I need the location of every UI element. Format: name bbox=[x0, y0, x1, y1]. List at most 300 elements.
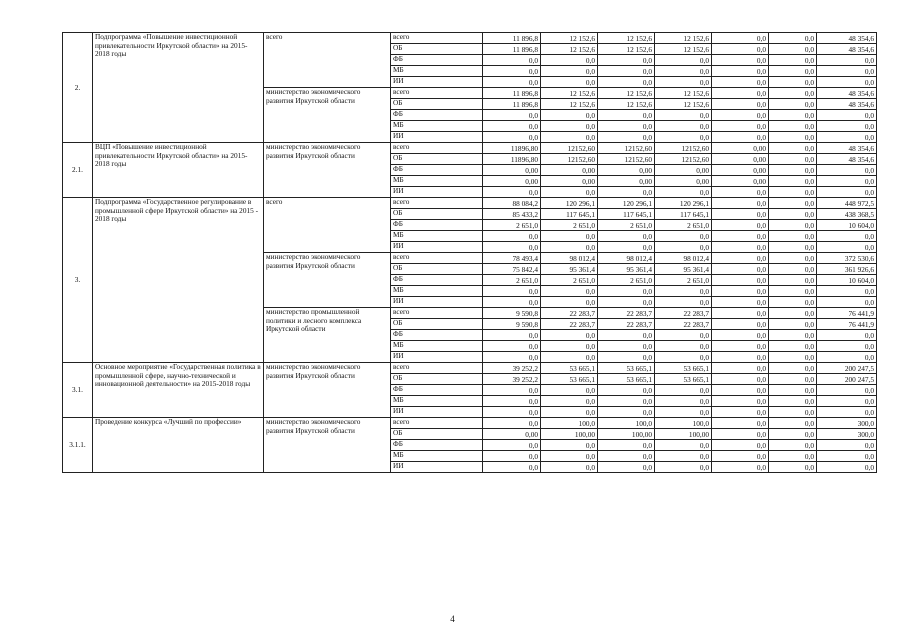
source: всего bbox=[391, 88, 483, 99]
value-2017: 0,0 bbox=[598, 231, 655, 242]
value-2020: 0,0 bbox=[769, 33, 817, 44]
value-2018: 12 152,6 bbox=[655, 88, 712, 99]
value-2019: 0,0 bbox=[712, 308, 769, 319]
value-2015: 11 896,8 bbox=[483, 33, 541, 44]
value-2017: 0,0 bbox=[598, 352, 655, 363]
value-2016: 53 665,1 bbox=[541, 363, 598, 374]
value-total: 0,0 bbox=[817, 242, 877, 253]
program-name: Подпрограмма «Государственное регулирование в промышленной сфере Иркутской области» на 2015 - 2018 годы bbox=[93, 198, 264, 363]
value-2019: 0,0 bbox=[712, 418, 769, 429]
value-2018: 0,0 bbox=[655, 451, 712, 462]
value-2015: 0,0 bbox=[483, 231, 541, 242]
source: ФБ bbox=[391, 330, 483, 341]
page-number: 4 bbox=[450, 614, 455, 624]
value-2017: 0,0 bbox=[598, 286, 655, 297]
value-2017: 0,0 bbox=[598, 242, 655, 253]
value-2015: 0,0 bbox=[483, 462, 541, 473]
value-2019: 0,0 bbox=[712, 110, 769, 121]
source: всего bbox=[391, 363, 483, 374]
value-2015: 0,0 bbox=[483, 77, 541, 88]
value-2015: 0,0 bbox=[483, 341, 541, 352]
value-2018: 0,0 bbox=[655, 187, 712, 198]
value-2016: 12 152,6 bbox=[541, 33, 598, 44]
value-2017: 53 665,1 bbox=[598, 374, 655, 385]
value-2018: 0,0 bbox=[655, 341, 712, 352]
value-2019: 0,0 bbox=[712, 451, 769, 462]
value-2015: 0,0 bbox=[483, 396, 541, 407]
value-2016: 117 645,1 bbox=[541, 209, 598, 220]
value-2020: 0,0 bbox=[769, 319, 817, 330]
value-2018: 0,0 bbox=[655, 385, 712, 396]
value-2019: 0,00 bbox=[712, 143, 769, 154]
source: МБ bbox=[391, 341, 483, 352]
value-2016: 0,0 bbox=[541, 341, 598, 352]
value-2017: 0,0 bbox=[598, 77, 655, 88]
value-2018: 95 361,4 bbox=[655, 264, 712, 275]
value-2016: 0,0 bbox=[541, 132, 598, 143]
value-2016: 0,0 bbox=[541, 231, 598, 242]
table-row bbox=[63, 33, 877, 44]
value-total: 0,0 bbox=[817, 407, 877, 418]
value-2019: 0,0 bbox=[712, 198, 769, 209]
value-2017: 95 361,4 bbox=[598, 264, 655, 275]
value-total: 48 354,6 bbox=[817, 44, 877, 55]
value-2018: 0,0 bbox=[655, 77, 712, 88]
table-row bbox=[63, 363, 877, 374]
table-row bbox=[63, 418, 877, 429]
source: ОБ bbox=[391, 154, 483, 165]
source: ОБ bbox=[391, 374, 483, 385]
value-2018: 0,00 bbox=[655, 165, 712, 176]
value-2020: 0,0 bbox=[769, 286, 817, 297]
value-2020: 0,0 bbox=[769, 374, 817, 385]
value-2019: 0,0 bbox=[712, 319, 769, 330]
value-2016: 0,0 bbox=[541, 77, 598, 88]
value-total: 0,0 bbox=[817, 55, 877, 66]
value-2015: 75 842,4 bbox=[483, 264, 541, 275]
value-2018: 0,0 bbox=[655, 352, 712, 363]
value-2019: 0,0 bbox=[712, 264, 769, 275]
value-2020: 0,0 bbox=[769, 143, 817, 154]
value-2017: 0,0 bbox=[598, 341, 655, 352]
value-2015: 0,0 bbox=[483, 242, 541, 253]
value-2016: 0,0 bbox=[541, 110, 598, 121]
source: ФБ bbox=[391, 55, 483, 66]
value-2019: 0,0 bbox=[712, 253, 769, 264]
value-total: 0,0 bbox=[817, 187, 877, 198]
row-number: 3.1. bbox=[63, 363, 93, 418]
value-2016: 0,0 bbox=[541, 462, 598, 473]
value-total: 0,0 bbox=[817, 165, 877, 176]
source: всего bbox=[391, 308, 483, 319]
value-2016: 12 152,6 bbox=[541, 44, 598, 55]
value-2020: 0,0 bbox=[769, 66, 817, 77]
source: МБ bbox=[391, 451, 483, 462]
value-total: 0,0 bbox=[817, 462, 877, 473]
value-total: 448 972,5 bbox=[817, 198, 877, 209]
value-2015: 0,0 bbox=[483, 330, 541, 341]
value-2017: 22 283,7 bbox=[598, 319, 655, 330]
value-2020: 0,0 bbox=[769, 154, 817, 165]
value-2019: 0,00 bbox=[712, 165, 769, 176]
value-2020: 0,0 bbox=[769, 88, 817, 99]
value-2019: 0,00 bbox=[712, 176, 769, 187]
value-total: 361 926,6 bbox=[817, 264, 877, 275]
value-2020: 0,0 bbox=[769, 352, 817, 363]
value-2018: 100,0 bbox=[655, 418, 712, 429]
value-2015: 39 252,2 bbox=[483, 363, 541, 374]
value-2015: 11 896,8 bbox=[483, 44, 541, 55]
value-2017: 0,0 bbox=[598, 462, 655, 473]
executor: министерство экономического развития Иркутской области bbox=[264, 143, 391, 198]
value-2020: 0,0 bbox=[769, 198, 817, 209]
value-2019: 0,0 bbox=[712, 209, 769, 220]
value-2016: 0,0 bbox=[541, 286, 598, 297]
value-2015: 0,0 bbox=[483, 187, 541, 198]
value-2019: 0,0 bbox=[712, 231, 769, 242]
value-2017: 100,0 bbox=[598, 418, 655, 429]
value-total: 0,0 bbox=[817, 66, 877, 77]
value-2018: 22 283,7 bbox=[655, 319, 712, 330]
value-2015: 9 590,8 bbox=[483, 319, 541, 330]
value-2020: 0,0 bbox=[769, 429, 817, 440]
value-2020: 0,0 bbox=[769, 363, 817, 374]
value-total: 0,0 bbox=[817, 77, 877, 88]
value-2020: 0,0 bbox=[769, 132, 817, 143]
value-total: 0,0 bbox=[817, 451, 877, 462]
value-2016: 0,0 bbox=[541, 187, 598, 198]
value-2018: 0,0 bbox=[655, 440, 712, 451]
value-2018: 100,00 bbox=[655, 429, 712, 440]
value-total: 0,0 bbox=[817, 297, 877, 308]
source: ФБ bbox=[391, 440, 483, 451]
value-2015: 0,0 bbox=[483, 407, 541, 418]
value-2017: 0,0 bbox=[598, 66, 655, 77]
value-2019: 0,0 bbox=[712, 374, 769, 385]
source: ОБ bbox=[391, 264, 483, 275]
source: ИИ bbox=[391, 132, 483, 143]
value-2017: 12 152,6 bbox=[598, 99, 655, 110]
value-2019: 0,0 bbox=[712, 121, 769, 132]
value-2018: 0,0 bbox=[655, 121, 712, 132]
value-total: 0,0 bbox=[817, 231, 877, 242]
value-2015: 0,00 bbox=[483, 429, 541, 440]
source: ФБ bbox=[391, 275, 483, 286]
value-2020: 0,0 bbox=[769, 308, 817, 319]
value-2016: 0,00 bbox=[541, 176, 598, 187]
source: МБ bbox=[391, 286, 483, 297]
value-2018: 2 651,0 bbox=[655, 275, 712, 286]
program-name: Основное мероприятие «Государственная политика в промышленной сфере, научно-технической и инновационной деятельности» на 2015-2018 годы bbox=[93, 363, 264, 418]
value-2019: 0,0 bbox=[712, 341, 769, 352]
value-2018: 0,0 bbox=[655, 231, 712, 242]
source: всего bbox=[391, 143, 483, 154]
source: МБ bbox=[391, 231, 483, 242]
value-2019: 0,0 bbox=[712, 44, 769, 55]
source: МБ bbox=[391, 176, 483, 187]
value-2016: 12 152,6 bbox=[541, 99, 598, 110]
value-2020: 0,0 bbox=[769, 165, 817, 176]
value-total: 0,0 bbox=[817, 385, 877, 396]
value-2015: 0,0 bbox=[483, 385, 541, 396]
value-2015: 0,0 bbox=[483, 418, 541, 429]
value-2019: 0,0 bbox=[712, 297, 769, 308]
value-2018: 12 152,6 bbox=[655, 99, 712, 110]
value-2015: 11896,80 bbox=[483, 143, 541, 154]
value-total: 0,0 bbox=[817, 440, 877, 451]
row-number: 2.1. bbox=[63, 143, 93, 198]
value-2018: 0,0 bbox=[655, 66, 712, 77]
value-2019: 0,00 bbox=[712, 154, 769, 165]
value-2016: 0,0 bbox=[541, 55, 598, 66]
executor: министерство экономического развития Иркутской области bbox=[264, 418, 391, 473]
value-2016: 0,0 bbox=[541, 352, 598, 363]
value-2018: 0,00 bbox=[655, 176, 712, 187]
row-number: 3. bbox=[63, 198, 93, 363]
value-2020: 0,0 bbox=[769, 176, 817, 187]
value-2018: 0,0 bbox=[655, 396, 712, 407]
executor: министерство экономического развития Иркутской области bbox=[264, 88, 391, 143]
value-2015: 0,0 bbox=[483, 66, 541, 77]
value-total: 48 354,6 bbox=[817, 33, 877, 44]
value-2016: 0,0 bbox=[541, 385, 598, 396]
value-2018: 0,0 bbox=[655, 462, 712, 473]
value-2017: 0,0 bbox=[598, 396, 655, 407]
value-2016: 2 651,0 bbox=[541, 275, 598, 286]
source: ИИ bbox=[391, 297, 483, 308]
value-2017: 98 012,4 bbox=[598, 253, 655, 264]
budget-table bbox=[62, 32, 877, 473]
value-2015: 0,0 bbox=[483, 110, 541, 121]
source: всего bbox=[391, 418, 483, 429]
value-2020: 0,0 bbox=[769, 99, 817, 110]
value-2015: 39 252,2 bbox=[483, 374, 541, 385]
source: ИИ bbox=[391, 187, 483, 198]
value-2018: 120 296,1 bbox=[655, 198, 712, 209]
source: МБ bbox=[391, 396, 483, 407]
value-2016: 0,0 bbox=[541, 451, 598, 462]
value-2016: 53 665,1 bbox=[541, 374, 598, 385]
value-2020: 0,0 bbox=[769, 187, 817, 198]
value-2015: 0,0 bbox=[483, 352, 541, 363]
value-2015: 0,00 bbox=[483, 165, 541, 176]
table-row bbox=[63, 198, 877, 209]
source: ОБ bbox=[391, 44, 483, 55]
value-2017: 0,00 bbox=[598, 176, 655, 187]
table-row bbox=[63, 143, 877, 154]
executor: всего bbox=[264, 33, 391, 88]
value-2016: 0,0 bbox=[541, 440, 598, 451]
value-2020: 0,0 bbox=[769, 264, 817, 275]
value-total: 0,0 bbox=[817, 330, 877, 341]
value-total: 0,0 bbox=[817, 176, 877, 187]
value-2017: 12 152,6 bbox=[598, 88, 655, 99]
value-2016: 98 012,4 bbox=[541, 253, 598, 264]
source: ОБ bbox=[391, 209, 483, 220]
value-2017: 12 152,6 bbox=[598, 44, 655, 55]
value-2017: 0,0 bbox=[598, 330, 655, 341]
value-total: 200 247,5 bbox=[817, 363, 877, 374]
value-2017: 12152,60 bbox=[598, 143, 655, 154]
value-2019: 0,0 bbox=[712, 220, 769, 231]
value-2019: 0,0 bbox=[712, 385, 769, 396]
value-total: 48 354,6 bbox=[817, 88, 877, 99]
value-total: 0,0 bbox=[817, 132, 877, 143]
value-2016: 12 152,6 bbox=[541, 88, 598, 99]
value-2019: 0,0 bbox=[712, 462, 769, 473]
program-name: Проведение конкурса «Лучший по профессии» bbox=[93, 418, 264, 473]
source: ФБ bbox=[391, 385, 483, 396]
value-total: 48 354,6 bbox=[817, 143, 877, 154]
value-2017: 12152,60 bbox=[598, 154, 655, 165]
value-2015: 85 433,2 bbox=[483, 209, 541, 220]
value-2020: 0,0 bbox=[769, 121, 817, 132]
source: всего bbox=[391, 33, 483, 44]
value-2019: 0,0 bbox=[712, 33, 769, 44]
value-total: 300,0 bbox=[817, 429, 877, 440]
value-2015: 11896,80 bbox=[483, 154, 541, 165]
source: ОБ bbox=[391, 319, 483, 330]
value-2015: 11 896,8 bbox=[483, 99, 541, 110]
value-2015: 0,00 bbox=[483, 176, 541, 187]
program-name: Подпрограмма «Повышение инвестиционной привлекательности Иркутской области» на 2015-2018 годы bbox=[93, 33, 264, 143]
value-2016: 22 283,7 bbox=[541, 319, 598, 330]
value-2015: 11 896,8 bbox=[483, 88, 541, 99]
executor: всего bbox=[264, 198, 391, 253]
source: МБ bbox=[391, 66, 483, 77]
value-2020: 0,0 bbox=[769, 396, 817, 407]
value-2017: 0,0 bbox=[598, 385, 655, 396]
value-2017: 0,0 bbox=[598, 407, 655, 418]
source: ОБ bbox=[391, 429, 483, 440]
value-total: 300,0 bbox=[817, 418, 877, 429]
value-2019: 0,0 bbox=[712, 77, 769, 88]
value-total: 0,0 bbox=[817, 286, 877, 297]
value-2018: 12 152,6 bbox=[655, 33, 712, 44]
source: ФБ bbox=[391, 110, 483, 121]
value-2016: 2 651,0 bbox=[541, 220, 598, 231]
source: всего bbox=[391, 253, 483, 264]
value-2016: 0,0 bbox=[541, 66, 598, 77]
value-2017: 120 296,1 bbox=[598, 198, 655, 209]
value-2017: 0,0 bbox=[598, 440, 655, 451]
value-2018: 0,0 bbox=[655, 55, 712, 66]
executor: министерство экономического развития Иркутской области bbox=[264, 363, 391, 418]
value-2019: 0,0 bbox=[712, 396, 769, 407]
value-2017: 0,0 bbox=[598, 187, 655, 198]
value-2017: 0,0 bbox=[598, 297, 655, 308]
value-total: 438 368,5 bbox=[817, 209, 877, 220]
value-2017: 0,0 bbox=[598, 55, 655, 66]
value-2017: 117 645,1 bbox=[598, 209, 655, 220]
value-total: 0,0 bbox=[817, 352, 877, 363]
value-2018: 117 645,1 bbox=[655, 209, 712, 220]
value-2019: 0,0 bbox=[712, 275, 769, 286]
value-2018: 12152,60 bbox=[655, 154, 712, 165]
value-total: 48 354,6 bbox=[817, 99, 877, 110]
value-2015: 88 084,2 bbox=[483, 198, 541, 209]
source: ОБ bbox=[391, 99, 483, 110]
source: ИИ bbox=[391, 77, 483, 88]
value-2017: 0,0 bbox=[598, 451, 655, 462]
value-2018: 12152,60 bbox=[655, 143, 712, 154]
value-2018: 0,0 bbox=[655, 132, 712, 143]
value-2020: 0,0 bbox=[769, 110, 817, 121]
value-2018: 22 283,7 bbox=[655, 308, 712, 319]
value-2015: 2 651,0 bbox=[483, 220, 541, 231]
value-2019: 0,0 bbox=[712, 363, 769, 374]
value-2017: 2 651,0 bbox=[598, 220, 655, 231]
value-total: 10 604,0 bbox=[817, 220, 877, 231]
value-2016: 12152,60 bbox=[541, 154, 598, 165]
value-2020: 0,0 bbox=[769, 231, 817, 242]
value-2015: 0,0 bbox=[483, 121, 541, 132]
value-2019: 0,0 bbox=[712, 99, 769, 110]
value-2019: 0,0 bbox=[712, 407, 769, 418]
value-2018: 0,0 bbox=[655, 286, 712, 297]
value-2015: 0,0 bbox=[483, 132, 541, 143]
value-2020: 0,0 bbox=[769, 297, 817, 308]
value-2015: 0,0 bbox=[483, 55, 541, 66]
value-2019: 0,0 bbox=[712, 330, 769, 341]
value-2019: 0,0 bbox=[712, 286, 769, 297]
value-2018: 0,0 bbox=[655, 407, 712, 418]
value-2019: 0,0 bbox=[712, 55, 769, 66]
value-2020: 0,0 bbox=[769, 330, 817, 341]
value-2016: 12152,60 bbox=[541, 143, 598, 154]
value-2016: 100,00 bbox=[541, 429, 598, 440]
executor: министерство промышленной политики и лесного комплекса Иркутской области bbox=[264, 308, 391, 363]
source: ИИ bbox=[391, 352, 483, 363]
value-2017: 2 651,0 bbox=[598, 275, 655, 286]
value-total: 372 530,6 bbox=[817, 253, 877, 264]
value-total: 0,0 bbox=[817, 110, 877, 121]
value-2017: 0,0 bbox=[598, 110, 655, 121]
value-2019: 0,0 bbox=[712, 429, 769, 440]
value-2016: 22 283,7 bbox=[541, 308, 598, 319]
source: ФБ bbox=[391, 165, 483, 176]
value-2018: 12 152,6 bbox=[655, 44, 712, 55]
value-2020: 0,0 bbox=[769, 385, 817, 396]
value-2019: 0,0 bbox=[712, 352, 769, 363]
value-2017: 12 152,6 bbox=[598, 33, 655, 44]
value-2015: 0,0 bbox=[483, 297, 541, 308]
source: ИИ bbox=[391, 462, 483, 473]
source: ИИ bbox=[391, 242, 483, 253]
value-2019: 0,0 bbox=[712, 66, 769, 77]
value-total: 0,0 bbox=[817, 121, 877, 132]
budget-table-body bbox=[63, 33, 877, 473]
value-2019: 0,0 bbox=[712, 440, 769, 451]
value-2017: 0,0 bbox=[598, 132, 655, 143]
value-2015: 9 590,8 bbox=[483, 308, 541, 319]
value-2019: 0,0 bbox=[712, 242, 769, 253]
value-2016: 120 296,1 bbox=[541, 198, 598, 209]
value-2020: 0,0 bbox=[769, 253, 817, 264]
value-2020: 0,0 bbox=[769, 209, 817, 220]
value-2020: 0,0 bbox=[769, 242, 817, 253]
source: ФБ bbox=[391, 220, 483, 231]
value-total: 76 441,9 bbox=[817, 308, 877, 319]
value-2018: 0,0 bbox=[655, 242, 712, 253]
value-2019: 0,0 bbox=[712, 187, 769, 198]
value-2020: 0,0 bbox=[769, 77, 817, 88]
value-2018: 2 651,0 bbox=[655, 220, 712, 231]
value-2020: 0,0 bbox=[769, 407, 817, 418]
program-name: ВЦП «Повышение инвестиционной привлекательности Иркутской области» на 2015-2018 годы bbox=[93, 143, 264, 198]
value-total: 48 354,6 bbox=[817, 154, 877, 165]
value-2020: 0,0 bbox=[769, 55, 817, 66]
